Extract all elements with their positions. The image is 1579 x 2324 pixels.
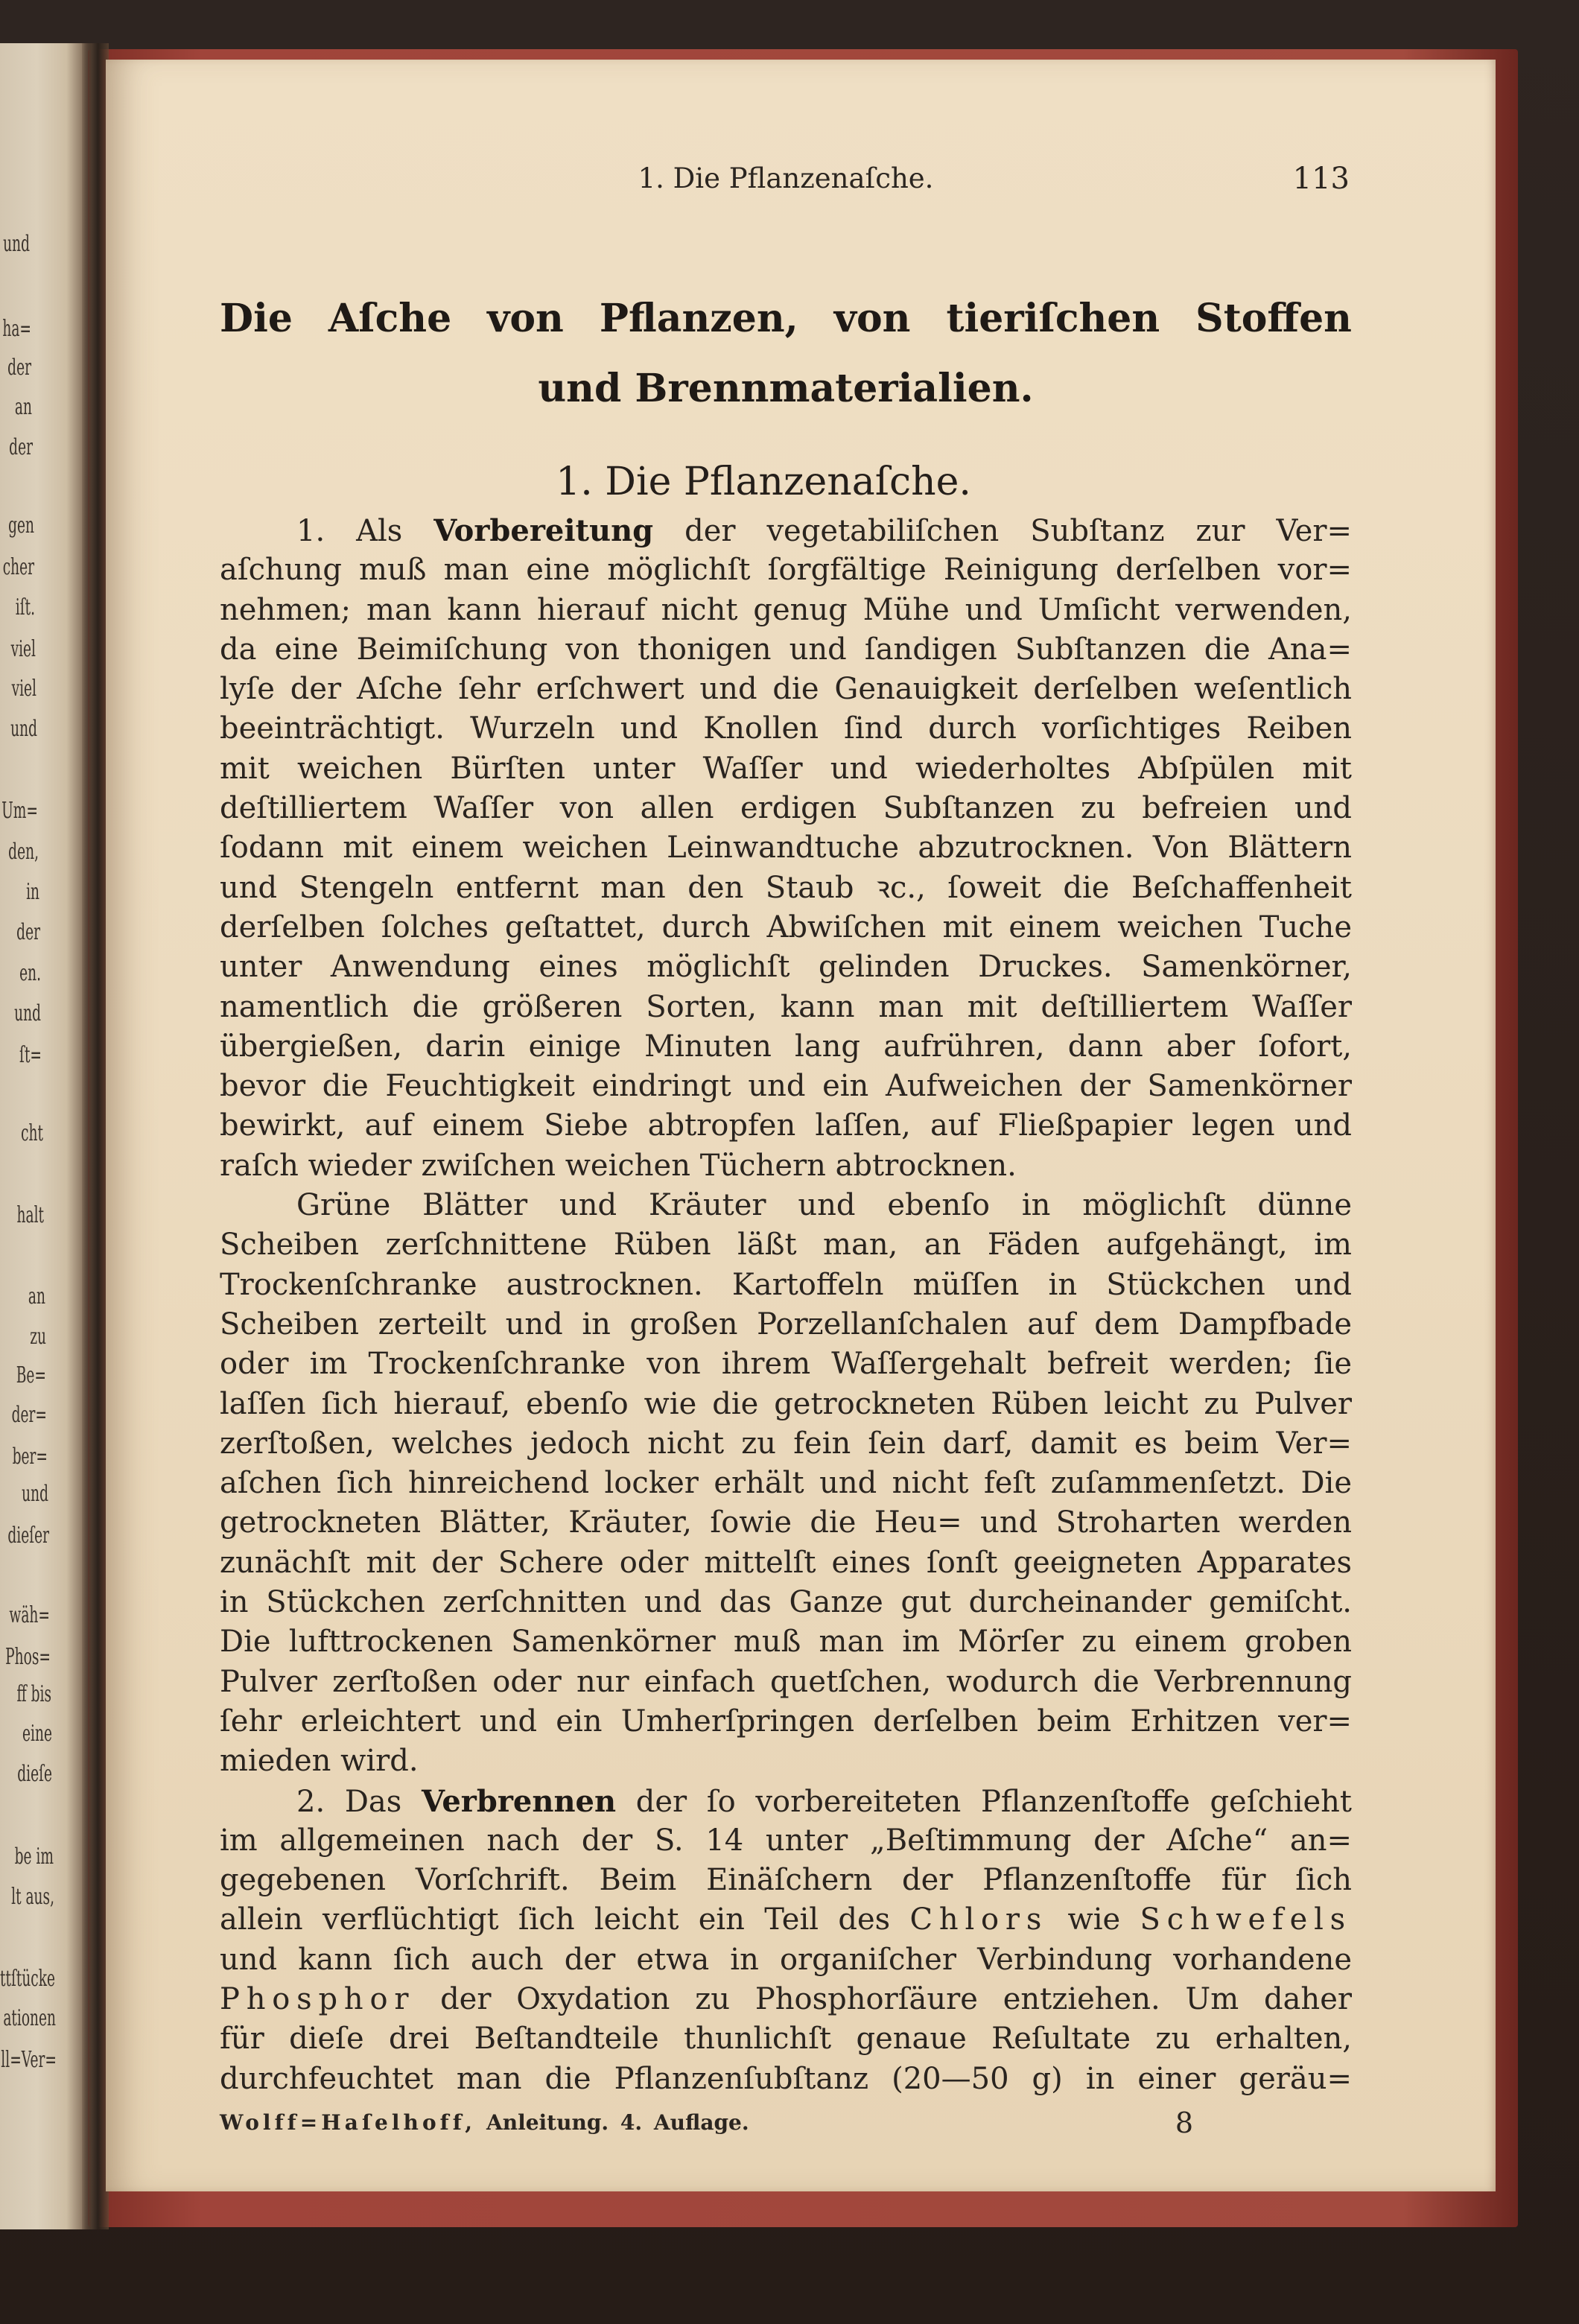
previous-page-fragment: zu [29, 1324, 46, 1350]
previous-page-fragment: der [7, 355, 32, 381]
book-gutter [82, 43, 109, 2229]
text-segment: der ſo vorbereiteten Pflanzenſtoffe geſchieht [616, 1784, 1352, 1819]
text-line: im allgemeinen nach der S. 14 unter „Beſtimmung der Aſche“ an= [220, 1823, 1352, 1858]
body-text [220, 511, 1352, 2099]
text-line: Scheiben zerſchnittene Rüben läßt man, an Fäden aufgehängt, im [220, 1228, 1352, 1263]
text-segment: der Oxydation zu Phosphorſäure entziehen. Um daher [415, 1981, 1352, 2016]
previous-page-fragment: wäh= [9, 1602, 51, 1628]
text-line: Die lufttrockenen Samenkörner muß man im Mörſer zu einem groben [220, 1625, 1352, 1660]
previous-page-fragment: ber= [12, 1444, 48, 1470]
previous-page-fragment: viel [10, 636, 36, 662]
text-line: ſehr erleichtert und ein Umherſpringen derſelben beim Erhitzen ver= [220, 1704, 1352, 1739]
previous-page-fragment: der [16, 919, 40, 945]
previous-page-fragment: cht [20, 1120, 43, 1146]
previous-page-fragment: an [28, 1283, 45, 1309]
signature-line [220, 2105, 965, 2141]
previous-page-fragment: gen [7, 512, 34, 539]
text-line: bewirkt, auf einem Siebe abtropfen laſſen, auf Fließpapier legen und [220, 1108, 1352, 1143]
paragraph [220, 511, 1352, 1186]
text-line: durchfeuchtet man die Pflanzenſubſtanz (20—50 g) in einer geräu= [220, 2061, 1352, 2096]
chapter-title-line: Die Aſche von Pflanzen, von tieriſchen Stoffen [220, 296, 1352, 341]
text-line: übergießen, darin einige Minuten lang aufrühren, dann aber ſofort, [220, 1029, 1352, 1064]
emphasis-bold: Verbrennen [421, 1783, 617, 1819]
signature-author: Wolff=Haſelhoff, [220, 2110, 477, 2135]
text-line: und Stengeln entfernt man den Staub ꝛc., ſoweit die Beſchaffenheit [220, 870, 1352, 905]
previous-page-fragment: be im [14, 1844, 54, 1870]
running-title: 1. Die Pflanzenaſche. [638, 162, 934, 194]
text-segment: 2. Das [296, 1784, 422, 1819]
text-line: derſelben ſolches geſtattet, durch Abwiſchen mit einem weichen Tuche [220, 909, 1352, 944]
text-line: Trockenſchranke austrocknen. Kartoffeln müſſen in Stückchen und [220, 1267, 1352, 1302]
paragraph [220, 1782, 1352, 2099]
text-segment: allein verflüchtigt ſich leicht ein Teil des [220, 1902, 910, 1937]
text-line: namentlich die größeren Sorten, kann man mit deſtilliertem Waſſer [220, 989, 1352, 1024]
previous-page-fragment: und [14, 1000, 42, 1026]
emphasis-spaced: Chlors [909, 1902, 1049, 1937]
previous-page-fragment: ll=Ver= [1, 2047, 57, 2073]
previous-page-fragment: cher [3, 554, 35, 580]
previous-page-edge [0, 43, 92, 2229]
previous-page-fragment: den, [8, 839, 39, 865]
previous-page-fragment: und [3, 231, 30, 257]
text-line: aſchen ſich hinreichend locker erhält und nicht feſt zuſammenſetzt. Die [220, 1466, 1352, 1501]
previous-page-fragment: en. [19, 960, 41, 986]
previous-page-fragment: in [25, 879, 39, 905]
text-segment: der vegetabiliſchen Subſtanz zur Ver= [653, 514, 1352, 548]
text-line: aſchung muß man eine möglichſt ſorgfältige Reinigung derſelben vor= [220, 553, 1352, 588]
text-line: Pulver zerſtoßen oder nur einfach quetſchen, wodurch die Verbrennung [220, 1664, 1352, 1699]
text-line: Grüne Blätter und Kräuter und ebenſo in möglichſt dünne [296, 1188, 1352, 1223]
text-line: lyſe der Aſche ſehr erſchwert und die Genauigkeit derſelben weſentlich [220, 672, 1352, 707]
text-line: in Stückchen zerſchnitten und das Ganze gut durcheinander gemiſcht. [220, 1585, 1352, 1620]
previous-page-fragment: und [21, 1481, 48, 1507]
previous-page-fragment: viel [11, 676, 36, 702]
text-line: bevor die Feuchtigkeit eindringt und ein Aufweichen der Samenkörner [220, 1069, 1352, 1104]
signature-edition: Anleitung. 4. Auflage. [486, 2110, 749, 2135]
text-line: beeinträchtigt. Wurzeln und Knollen ſind durch vorſichtiges Reiben [220, 711, 1352, 746]
previous-page-fragment: ha= [2, 316, 31, 342]
sheet-number: 8 [1175, 2106, 1194, 2139]
emphasis-spaced: Phosphor [220, 1981, 416, 2016]
text-line: und kann ſich auch der etwa in organiſcher Verbindung vorhandene [220, 1942, 1352, 1977]
previous-page-fragment: dieſer [7, 1523, 49, 1549]
text-line: nehmen; man kann hierauf nicht genug Mühe und Umſicht verwenden, [220, 592, 1352, 627]
text-line: Scheiben zerteilt und in großen Porzellanſchalen auf dem Dampfbade [220, 1307, 1352, 1342]
emphasis-bold: Vorbereitung [433, 513, 654, 548]
previous-page-fragment: eine [22, 1721, 52, 1747]
text-line [220, 511, 1352, 550]
text-line: laſſen ſich hierauf, ebenſo wie die getrockneten Rüben leicht zu Pulver [220, 1386, 1352, 1421]
previous-page-fragment: ſt= [19, 1042, 42, 1068]
previous-page-fragment: Um= [1, 798, 39, 824]
previous-page-fragment: ationen [3, 2005, 57, 2031]
text-line: deſtilliertem Waſſer von allen erdigen Subſtanzen zu befreien und [220, 791, 1352, 826]
text-line: zunächſt mit der Schere oder mittelſt eines ſonſt geeigneten Apparates [220, 1545, 1352, 1580]
text-line [220, 1900, 1352, 1940]
text-line: gegebenen Vorſchrift. Beim Einäſchern der Pflanzenſtoffe für ſich [220, 1863, 1352, 1898]
text-line: raſch wieder zwiſchen weichen Tüchern abtrocknen. [220, 1148, 1017, 1183]
previous-page-fragment: der= [11, 1402, 48, 1428]
section-heading: 1. Die Pflanzenaſche. [556, 460, 971, 504]
text-line: da eine Beimiſchung von thonigen und ſandigen Subſtanzen die Ana= [220, 632, 1352, 667]
text-segment: wie [1048, 1902, 1140, 1937]
previous-page-fragment: Phos= [5, 1644, 51, 1670]
text-line: zerſtoßen, welches jedoch nicht zu fein ſein darf, damit es beim Ver= [220, 1426, 1352, 1461]
previous-page-fragment: iſt. [16, 594, 36, 620]
previous-page-fragment: ttſtücke [0, 1966, 56, 1992]
chapter-title-line: und Brennmaterialien. [538, 366, 1034, 411]
previous-page-fragment: und [10, 716, 37, 742]
text-segment: 1. Als [296, 514, 434, 548]
text-line: getrockneten Blätter, Kräuter, ſowie die Heu= und Stroharten werden [220, 1505, 1352, 1540]
previous-page-fragment: ff bis [16, 1681, 51, 1707]
text-line: unter Anwendung eines möglichſt gelinden Druckes. Samenkörner, [220, 950, 1352, 985]
text-line [220, 1980, 1352, 2019]
text-line: für dieſe drei Beſtandteile thunlichſt genaue Reſultate zu erhalten, [220, 2022, 1352, 2057]
text-line: oder im Trockenſchranke von ihrem Waſſergehalt befreit werden; ſie [220, 1347, 1352, 1382]
previous-page-fragment: lt aus, [10, 1884, 54, 1910]
text-line: ſodann mit einem weichen Leinwandtuche abzutrocknen. Von Blättern [220, 831, 1352, 866]
paragraph [220, 1186, 1352, 1781]
text-line: mit weichen Bürſten unter Waſſer und wiederholtes Abſpülen mit [220, 751, 1352, 786]
emphasis-spaced: Schwefels [1140, 1902, 1352, 1937]
previous-page-fragment: Be= [16, 1362, 47, 1388]
page-number: 113 [1292, 162, 1350, 196]
previous-page-fragment: an [15, 394, 33, 420]
previous-page-fragment: halt [16, 1202, 45, 1228]
text-line [220, 1782, 1352, 1821]
previous-page-fragment: der [9, 434, 34, 460]
text-line: mieden wird. [220, 1744, 419, 1779]
previous-page-fragment: dieſe [17, 1761, 53, 1787]
